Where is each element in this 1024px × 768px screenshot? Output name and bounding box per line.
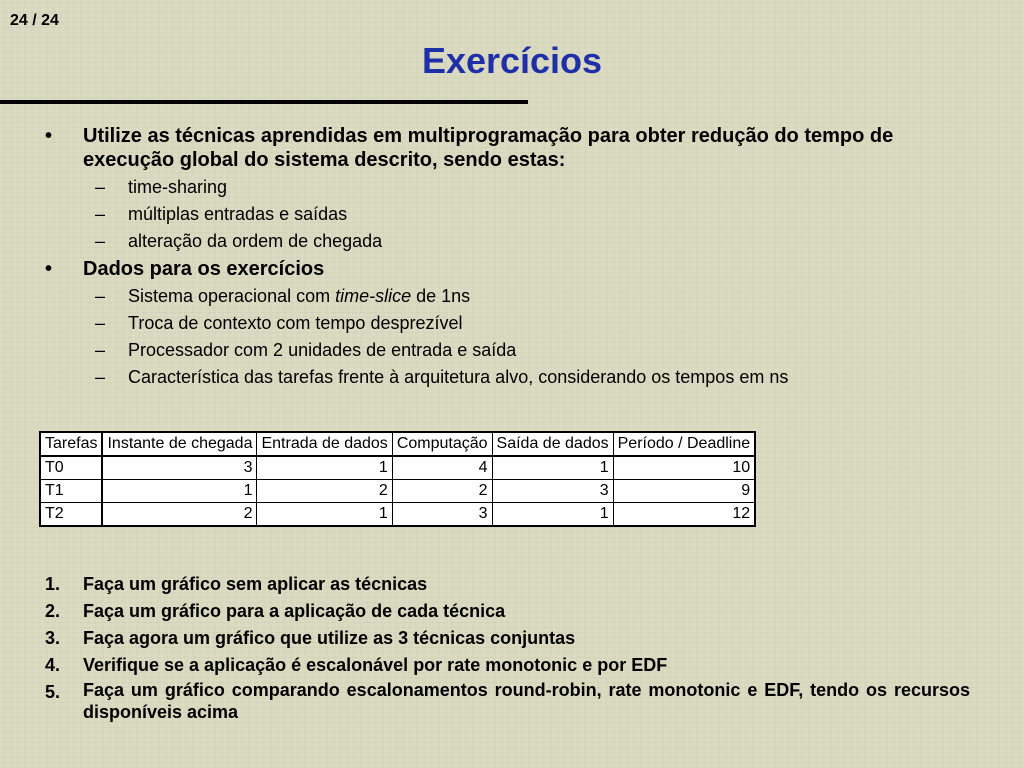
bullet-dot: • bbox=[45, 258, 53, 280]
subitem-time-sharing bbox=[45, 174, 975, 201]
table-cell: 1 bbox=[257, 503, 392, 527]
dash-marker: – bbox=[95, 313, 106, 333]
dash-marker: – bbox=[95, 340, 106, 360]
table-cell: 9 bbox=[613, 480, 755, 503]
exercise-text: Verifique se a aplicação é escalonável por rate monotonic e por EDF bbox=[83, 655, 668, 675]
table-cell: 12 bbox=[613, 503, 755, 527]
table-cell: 2 bbox=[392, 480, 492, 503]
exercise-item-5 bbox=[45, 679, 970, 723]
table-cell: 2 bbox=[257, 480, 392, 503]
dash-marker: – bbox=[95, 231, 106, 251]
bullet-item-data bbox=[45, 257, 975, 281]
techniques-sublist bbox=[45, 174, 975, 255]
dash-marker: – bbox=[95, 177, 106, 197]
table-cell: 2 bbox=[102, 503, 257, 527]
exercise-number: 4. bbox=[45, 655, 61, 675]
bullet-dot: • bbox=[45, 125, 53, 147]
exercise-number: 3. bbox=[45, 628, 61, 648]
table-header-row bbox=[40, 432, 755, 456]
exercise-item-1 bbox=[45, 571, 970, 598]
bullet-text: Utilize as técnicas aprendidas em multiprogramação para obter redução do tempo de execução global do sistema descrito, sendo estas: bbox=[83, 125, 894, 171]
subitem-text: múltiplas entradas e saídas bbox=[128, 204, 348, 224]
subitem-text: Troca de contexto com tempo desprezível bbox=[128, 313, 463, 333]
subitem-text: Característica das tarefas frente à arquitetura alvo, considerando os tempos em ns bbox=[128, 367, 789, 387]
table-cell: T2 bbox=[40, 503, 102, 527]
subitem-processor bbox=[45, 337, 975, 364]
subitem-italic-term: time-slice bbox=[335, 286, 412, 306]
header-period: Período / Deadline bbox=[613, 432, 755, 456]
table-cell: 1 bbox=[102, 480, 257, 503]
exercise-number: 2. bbox=[45, 601, 61, 621]
exercise-text: Faça um gráfico comparando escalonamentos round-robin, rate monotonic e EDF, tendo os recursos disponíveis acima bbox=[83, 680, 970, 722]
subitem-text: Processador com 2 unidades de entrada e saída bbox=[128, 340, 517, 360]
table-cell: T1 bbox=[40, 480, 102, 503]
exercise-number: 1. bbox=[45, 574, 61, 594]
table-cell: 3 bbox=[492, 480, 613, 503]
slide-title: Exercícios bbox=[421, 40, 603, 81]
subitem-context-switch bbox=[45, 310, 975, 337]
title-underline bbox=[0, 100, 528, 104]
bullet-content bbox=[45, 124, 975, 393]
header-output: Saída de dados bbox=[492, 432, 613, 456]
exercise-text: Faça um gráfico sem aplicar as técnicas bbox=[83, 574, 428, 594]
bullet-text: Dados para os exercícios bbox=[83, 258, 325, 280]
subitem-arrival-order bbox=[45, 228, 975, 255]
table-cell: 4 bbox=[392, 456, 492, 480]
exercise-item-4 bbox=[45, 652, 970, 679]
exercise-list bbox=[45, 571, 970, 723]
table-cell: T0 bbox=[40, 456, 102, 480]
exercise-text: Faça agora um gráfico que utilize as 3 técnicas conjuntas bbox=[83, 628, 576, 648]
table-row bbox=[40, 503, 755, 527]
table-cell: 1 bbox=[492, 503, 613, 527]
exercise-number: 5. bbox=[45, 682, 61, 702]
subitem-task-characteristics bbox=[45, 364, 975, 391]
header-tarefas: Tarefas bbox=[40, 432, 102, 456]
header-arrival: Instante de chegada bbox=[102, 432, 257, 456]
subitem-io bbox=[45, 201, 975, 228]
dash-marker: – bbox=[95, 286, 106, 306]
table-cell: 10 bbox=[613, 456, 755, 480]
header-compute: Computação bbox=[392, 432, 492, 456]
page-number: 24 / 24 bbox=[10, 12, 59, 29]
dash-marker: – bbox=[95, 367, 106, 387]
tasks-table bbox=[39, 431, 756, 527]
table-row bbox=[40, 456, 755, 480]
exercise-item-3 bbox=[45, 625, 970, 652]
subitem-text-before: Sistema operacional com bbox=[128, 286, 336, 306]
table-row bbox=[40, 480, 755, 503]
header-input: Entrada de dados bbox=[257, 432, 392, 456]
table-cell: 3 bbox=[392, 503, 492, 527]
bullet-item-techniques bbox=[45, 124, 975, 172]
subitem-text: time-sharing bbox=[128, 177, 228, 197]
subitem-text-after: de 1ns bbox=[411, 286, 471, 306]
table-cell: 3 bbox=[102, 456, 257, 480]
subitem-text: alteração da ordem de chegada bbox=[128, 231, 383, 251]
exercise-item-2 bbox=[45, 598, 970, 625]
exercise-text: Faça um gráfico para a aplicação de cada técnica bbox=[83, 601, 506, 621]
subitem-time-slice bbox=[45, 283, 975, 310]
data-sublist bbox=[45, 283, 975, 391]
table-cell: 1 bbox=[257, 456, 392, 480]
table-cell: 1 bbox=[492, 456, 613, 480]
dash-marker: – bbox=[95, 204, 106, 224]
